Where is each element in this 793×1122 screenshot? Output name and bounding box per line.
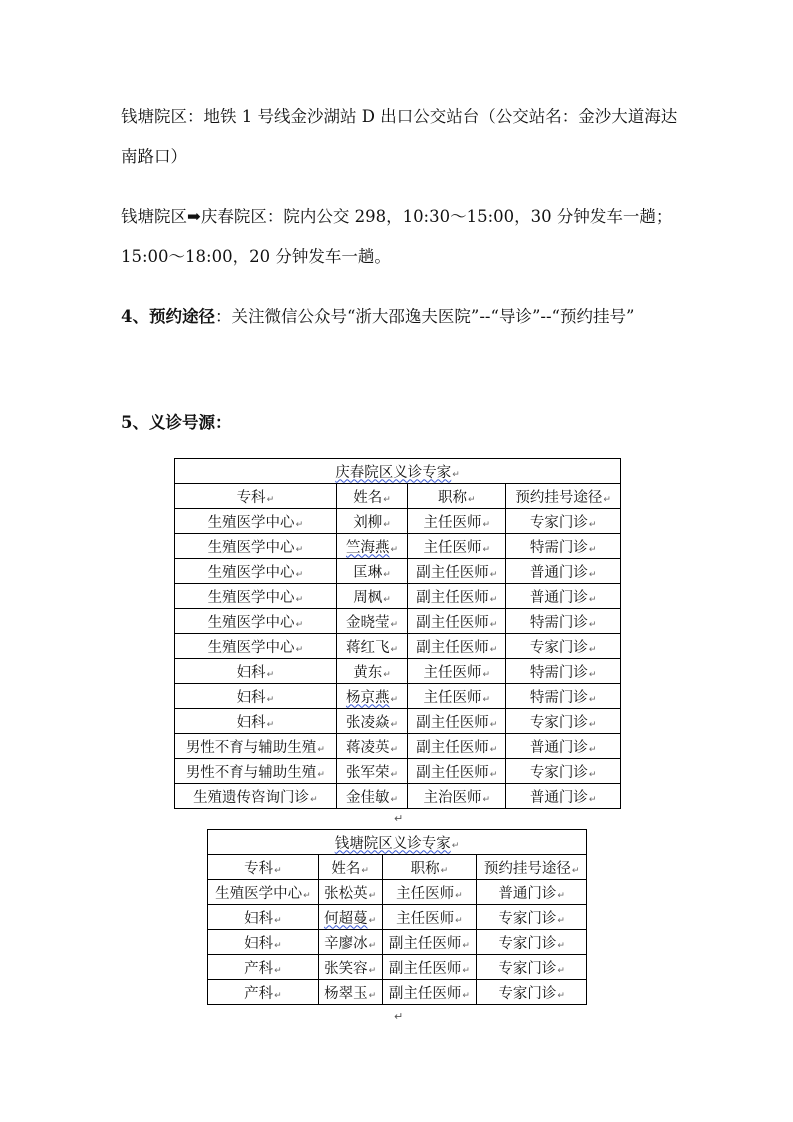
table-cell-text: 金佳敏 [346, 789, 390, 806]
table-cell [506, 634, 621, 659]
column-header [336, 484, 408, 509]
cell-mark: ↵ [588, 519, 597, 530]
cell-mark: ↵ [390, 694, 399, 705]
table-cell-text: 特需门诊 [529, 689, 588, 706]
table-row [175, 659, 621, 684]
table-row [175, 559, 621, 584]
column-header-text: 姓名 [331, 860, 361, 877]
table-cell [382, 955, 477, 980]
table-cell-text: 辛廖冰 [324, 935, 368, 952]
table-header-row [175, 484, 621, 509]
cell-mark: ↵ [455, 915, 463, 926]
table-cell-text: 副主任医师 [388, 985, 462, 1002]
table-row [208, 955, 587, 980]
table-cell-text: 副主任医师 [388, 935, 462, 952]
table-cell-text: 张松英 [324, 885, 368, 902]
cell-mark: ↵ [588, 769, 597, 780]
table-cell [175, 534, 337, 559]
table-cell-text: 主任医师 [423, 514, 482, 531]
table-row [175, 584, 621, 609]
table-row [208, 930, 587, 955]
cell-mark: ↵ [390, 544, 399, 555]
table-cell [506, 609, 621, 634]
cell-mark: ↵ [368, 965, 377, 976]
cell-mark: ↵ [557, 890, 565, 901]
table-cell-text: 普通门诊 [529, 739, 588, 756]
table-cell [175, 709, 337, 734]
section-heading-text: 5、义诊号源： [121, 413, 232, 432]
table-cell [477, 905, 587, 930]
cell-mark: ↵ [462, 940, 470, 951]
table-cell-text: 妇科 [236, 664, 266, 681]
table-cell-text: 杨翠玉 [324, 985, 368, 1002]
table-row [208, 880, 587, 905]
table-cell [408, 784, 506, 809]
cell-mark: ↵ [482, 669, 491, 680]
table-cell-text: 生殖医学中心 [215, 885, 303, 902]
cell-mark: ↵ [451, 840, 460, 851]
table-title-text: 庆春院区义诊专家 [335, 464, 452, 481]
table-cell-text: 副主任医师 [416, 764, 489, 781]
cell-mark: ↵ [588, 644, 597, 655]
cell-mark: ↵ [361, 865, 369, 876]
cell-mark: ↵ [274, 915, 282, 926]
cell-mark: ↵ [274, 865, 282, 876]
table-cell-text: 主任医师 [396, 910, 455, 927]
table-caption-row [175, 459, 621, 484]
table-row [175, 784, 621, 809]
table-cell-text: 金晓莹 [346, 614, 390, 631]
table-cell [382, 880, 477, 905]
table-cell-text: 男性不育与辅助生殖 [185, 739, 317, 756]
cell-mark: ↵ [588, 694, 597, 705]
table-row [175, 709, 621, 734]
table-cell [318, 980, 382, 1005]
cell-mark: ↵ [603, 494, 611, 505]
table-cell [382, 930, 477, 955]
table-cell [506, 784, 621, 809]
table-cell-text: 生殖医学中心 [207, 514, 295, 531]
table-cell [318, 905, 382, 930]
table-cell-text: 蒋凌英 [346, 739, 390, 756]
table-cell [336, 509, 408, 534]
cell-mark: ↵ [588, 794, 597, 805]
cell-mark: ↵ [557, 915, 565, 926]
cell-mark: ↵ [557, 990, 565, 1001]
cell-mark: ↵ [482, 519, 491, 530]
column-header [382, 855, 477, 880]
table-cell [208, 980, 319, 1005]
table-row [175, 684, 621, 709]
table-cell-text: 主任医师 [423, 539, 482, 556]
table-cell [408, 534, 506, 559]
table-cell-text: 主任医师 [423, 664, 482, 681]
table-cell-text: 特需门诊 [529, 539, 588, 556]
paragraph-text: ：关注微信公众号“浙大邵逸夫医院”--“导诊”--“预约挂号” [214, 307, 635, 326]
table-cell [382, 980, 477, 1005]
cell-mark: ↵ [462, 990, 470, 1001]
table-cell-text: 产科 [244, 960, 274, 977]
table-cell-text: 副主任医师 [388, 960, 462, 977]
table-row [208, 905, 587, 930]
table-title [208, 830, 587, 855]
cell-mark: ↵ [455, 890, 463, 901]
cell-mark: ↵ [368, 940, 377, 951]
cell-mark: ↵ [383, 594, 391, 605]
table-cell-text: 匡琳 [353, 564, 383, 581]
cell-mark: ↵ [588, 744, 597, 755]
cell-mark: ↵ [557, 940, 565, 951]
table-row [175, 534, 621, 559]
table-cell-text: 副主任医师 [416, 739, 489, 756]
cell-mark: ↵ [482, 694, 491, 705]
table-cell-text: 普通门诊 [529, 589, 588, 606]
cell-mark: ↵ [274, 940, 282, 951]
right-arrow-icon: ➡ [187, 207, 201, 226]
table-cell-text: 杨京燕 [346, 689, 390, 706]
cell-mark: ↵ [588, 669, 597, 680]
table-cell-text: 副主任医师 [416, 564, 489, 581]
cell-mark: ↵ [295, 569, 304, 580]
table-cell-text: 生殖医学中心 [207, 639, 295, 656]
table-cell [175, 784, 337, 809]
table-cell [208, 930, 319, 955]
table-cell-text: 专家门诊 [529, 639, 588, 656]
cell-mark: ↵ [266, 494, 275, 505]
table-cell-text: 特需门诊 [529, 664, 588, 681]
cell-mark: ↵ [489, 719, 498, 730]
column-header-text: 职称 [438, 489, 468, 506]
table-row [175, 634, 621, 659]
table-cell [336, 534, 408, 559]
cell-mark: ↵ [390, 769, 399, 780]
cell-mark: ↵ [440, 865, 449, 876]
table-cell [336, 784, 408, 809]
table-cell [175, 759, 337, 784]
cell-mark: ↵ [368, 990, 377, 1001]
table-row [208, 980, 587, 1005]
cell-mark: ↵ [482, 544, 491, 555]
cell-mark: ↵ [295, 594, 304, 605]
table-cell [175, 734, 337, 759]
cell-mark: ↵ [383, 669, 391, 680]
table-cell [408, 734, 506, 759]
table-cell [477, 880, 587, 905]
table-cell [408, 659, 506, 684]
table-cell-text: 主治医师 [423, 789, 482, 806]
table-cell [408, 509, 506, 534]
table-cell-text: 专家门诊 [529, 714, 588, 731]
table-cell [477, 930, 587, 955]
table-cell [382, 905, 477, 930]
table-cell [208, 905, 319, 930]
paragraph-mark: ↵ [394, 1010, 404, 1023]
table-row [175, 509, 621, 534]
table-cell [318, 880, 382, 905]
cell-mark: ↵ [368, 890, 377, 901]
table-cell [318, 955, 382, 980]
table-cell-text: 特需门诊 [529, 614, 588, 631]
table-cell-text: 妇科 [244, 935, 274, 952]
column-header [408, 484, 506, 509]
table-cell [408, 684, 506, 709]
paragraph-booking-method [121, 297, 686, 337]
table-cell [506, 709, 621, 734]
table-cell-text: 生殖遗传咨询门诊 [193, 789, 310, 806]
column-header [175, 484, 337, 509]
cell-mark: ↵ [274, 990, 282, 1001]
table-cell-text: 普通门诊 [498, 885, 557, 902]
table-cell-text: 妇科 [236, 689, 266, 706]
table-cell-text: 何超蔓 [324, 910, 368, 927]
cell-mark: ↵ [482, 794, 491, 805]
cell-mark: ↵ [390, 619, 399, 630]
cell-mark: ↵ [489, 744, 498, 755]
cell-mark: ↵ [383, 569, 391, 580]
table-cell [336, 609, 408, 634]
table-cell-text: 专家门诊 [498, 935, 557, 952]
table-cell [506, 559, 621, 584]
table-cell-text: 生殖医学中心 [207, 539, 295, 556]
table-cell [175, 584, 337, 609]
table-caption-row [208, 830, 587, 855]
table-cell [336, 759, 408, 784]
table-cell [506, 534, 621, 559]
table-cell-text: 竺海燕 [346, 539, 390, 556]
cell-mark: ↵ [390, 719, 399, 730]
cell-mark: ↵ [274, 965, 282, 976]
table-title [175, 459, 621, 484]
table-cell [408, 634, 506, 659]
cell-mark: ↵ [489, 769, 498, 780]
table-row [175, 609, 621, 634]
column-header [318, 855, 382, 880]
table-cell-text: 专家门诊 [529, 514, 588, 531]
table-cell-text: 主任医师 [423, 689, 482, 706]
cell-mark: ↵ [383, 519, 391, 530]
table-cell-text: 周枫 [353, 589, 383, 606]
table-cell [506, 734, 621, 759]
paragraph-mark: ↵ [394, 812, 404, 825]
table-cell-text: 黄东 [353, 664, 383, 681]
cell-mark: ↵ [390, 794, 399, 805]
table-cell [336, 684, 408, 709]
table-cell [175, 634, 337, 659]
column-header-text: 专科 [236, 489, 266, 506]
paragraph-shuttle-bus [121, 197, 686, 277]
table-cell [408, 609, 506, 634]
table-cell-text: 主任医师 [396, 885, 455, 902]
qingchun-expert-table [174, 458, 621, 809]
table-cell [175, 684, 337, 709]
table-cell-text: 副主任医师 [416, 639, 489, 656]
qiantang-expert-table [207, 829, 587, 1005]
cell-mark: ↵ [295, 544, 304, 555]
cell-mark: ↵ [295, 644, 304, 655]
cell-mark: ↵ [489, 594, 498, 605]
table-cell [336, 559, 408, 584]
table-cell [208, 955, 319, 980]
table-header-row [208, 855, 587, 880]
section-label: 4、预约途径 [121, 307, 215, 326]
table-cell-text: 专家门诊 [498, 985, 557, 1002]
table-title-text: 钱塘院区义诊专家 [334, 835, 451, 852]
table-cell [336, 584, 408, 609]
cell-mark: ↵ [295, 519, 304, 530]
cell-mark: ↵ [588, 544, 597, 555]
table-cell-text: 蒋红飞 [346, 639, 390, 656]
cell-mark: ↵ [383, 494, 391, 505]
table-cell [408, 559, 506, 584]
column-header-text: 专科 [244, 860, 274, 877]
table-cell-text: 刘柳 [353, 514, 383, 531]
cell-mark: ↵ [390, 744, 399, 755]
table-cell [336, 634, 408, 659]
table-cell-text: 男性不育与辅助生殖 [185, 764, 317, 781]
table-cell-text: 生殖医学中心 [207, 614, 295, 631]
paragraph-text: 庆春院区：院内公交 298，10:30～15:00，30 分钟发车一趟；15:00～18:00，20 分钟发车一趟。 [121, 207, 673, 266]
table-cell [318, 930, 382, 955]
table-cell [408, 709, 506, 734]
cell-mark: ↵ [310, 794, 318, 805]
table-cell [506, 509, 621, 534]
table-cell-text: 专家门诊 [498, 910, 557, 927]
cell-mark: ↵ [266, 719, 275, 730]
column-header-text: 职称 [410, 860, 440, 877]
table-cell [336, 734, 408, 759]
cell-mark: ↵ [571, 865, 580, 876]
cell-mark: ↵ [588, 569, 597, 580]
cell-mark: ↵ [452, 469, 460, 480]
table-cell-text: 生殖医学中心 [207, 564, 295, 581]
cell-mark: ↵ [588, 619, 597, 630]
column-header [506, 484, 621, 509]
table-cell-text: 专家门诊 [529, 764, 588, 781]
paragraph-text: 钱塘院区 [121, 207, 187, 226]
cell-mark: ↵ [468, 494, 476, 505]
cell-mark: ↵ [588, 719, 597, 730]
table-cell [336, 709, 408, 734]
column-header [477, 855, 587, 880]
section-heading-sources [121, 403, 686, 443]
cell-mark: ↵ [266, 669, 275, 680]
table-cell [506, 584, 621, 609]
cell-mark: ↵ [462, 965, 470, 976]
cell-mark: ↵ [317, 744, 325, 755]
table-cell [175, 609, 337, 634]
table-cell-text: 副主任医师 [416, 714, 489, 731]
table-cell [506, 659, 621, 684]
table-cell [477, 980, 587, 1005]
table-cell-text: 产科 [244, 985, 274, 1002]
cell-mark: ↵ [303, 890, 311, 901]
table-cell-text: 普通门诊 [529, 564, 588, 581]
table-cell-text: 妇科 [236, 714, 266, 731]
cell-mark: ↵ [266, 694, 275, 705]
table-cell-text: 副主任医师 [416, 589, 489, 606]
table-cell-text: 张军荣 [346, 764, 390, 781]
cell-mark: ↵ [368, 915, 377, 926]
table-cell [175, 659, 337, 684]
table-cell-text: 张笑容 [324, 960, 368, 977]
cell-mark: ↵ [390, 644, 399, 655]
table-cell [408, 584, 506, 609]
column-header-text: 预约挂号途径 [515, 489, 603, 506]
paragraph-text: 钱塘院区：地铁 1 号线金沙湖站 D 出口公交站台（公交站名：金沙大道海达南路口） [121, 107, 678, 166]
cell-mark: ↵ [588, 594, 597, 605]
table-cell-text: 副主任医师 [416, 614, 489, 631]
column-header-text: 姓名 [353, 489, 383, 506]
table-cell [408, 759, 506, 784]
table-cell [506, 759, 621, 784]
table-cell-text: 专家门诊 [498, 960, 557, 977]
cell-mark: ↵ [489, 619, 498, 630]
table-cell [175, 559, 337, 584]
table-cell [336, 659, 408, 684]
table-row [175, 759, 621, 784]
table-cell-text: 生殖医学中心 [207, 589, 295, 606]
table-cell-text: 张凌焱 [346, 714, 390, 731]
table-row [175, 734, 621, 759]
cell-mark: ↵ [489, 569, 498, 580]
table-cell-text: 普通门诊 [529, 789, 588, 806]
table-cell [208, 880, 319, 905]
table-cell [175, 509, 337, 534]
cell-mark: ↵ [557, 965, 565, 976]
paragraph-transit-qiantang [121, 97, 686, 177]
table-cell [477, 955, 587, 980]
column-header-text: 预约挂号途径 [483, 860, 571, 877]
cell-mark: ↵ [317, 769, 325, 780]
table-cell-text: 妇科 [244, 910, 274, 927]
cell-mark: ↵ [295, 619, 304, 630]
column-header [208, 855, 319, 880]
table-cell [506, 684, 621, 709]
cell-mark: ↵ [489, 644, 498, 655]
